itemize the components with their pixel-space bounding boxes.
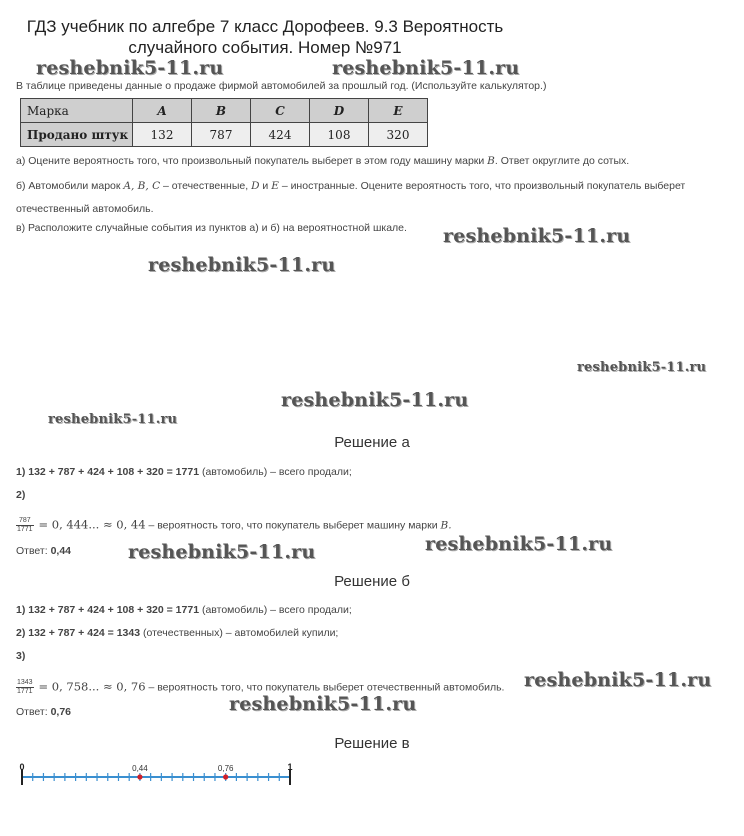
- solution-b-step2-text: (отечественных) – автомобилей купили;: [143, 627, 339, 639]
- task-a-var: B: [487, 155, 495, 167]
- solution-a-fraction-line: [16, 517, 452, 534]
- task-b-and: и: [262, 180, 269, 192]
- solution-b-result: = 0, 758... ≈ 0, 76: [38, 679, 146, 694]
- task-b-line2: отечественный автомобиль.: [16, 203, 154, 215]
- table-cell: 108: [310, 123, 369, 147]
- watermark: reshebnik5-11.ru: [332, 57, 520, 79]
- task-b-mid1: – отечественные,: [163, 180, 249, 192]
- scale-point-b-label: 0,76: [217, 764, 234, 773]
- table-header-label: Марка: [21, 99, 133, 123]
- task-c: в) Расположите случайные события из пунктов а) и б) на вероятностной шкале.: [16, 222, 407, 234]
- task-b-var-e: E: [271, 180, 279, 192]
- watermark: reshebnik5-11.ru: [36, 57, 224, 79]
- solution-b-step3-num: 3): [16, 650, 26, 662]
- solution-a-step2-num: 2): [16, 489, 26, 501]
- solution-b-step1-text: (автомобиль) – всего продали;: [201, 604, 352, 616]
- task-b-vars: A, B, C: [123, 180, 161, 192]
- table-row: [21, 123, 428, 147]
- watermark: reshebnik5-11.ru: [281, 389, 469, 411]
- task-a-tail: . Ответ округлите до сотых.: [494, 155, 630, 167]
- task-b-start: б) Автомобили марок: [16, 180, 121, 192]
- fraction-denominator: 1771: [17, 526, 33, 533]
- solution-b-explanation: – вероятность того, что покупатель выберет отечественный автомобиль.: [148, 681, 505, 694]
- solution-c-heading: Решение в: [334, 735, 410, 752]
- task-b-var-d: D: [251, 180, 260, 192]
- task-a: [16, 155, 629, 167]
- solution-b-step2-expr: 2) 132 + 787 + 424 = 1343: [16, 627, 141, 639]
- scale-end-label: 1: [287, 762, 293, 772]
- table-header-cell: A: [133, 99, 192, 123]
- intro-text: В таблице приведены данные о продаже фирмой автомобилей за прошлый год. (Используйте калькулятор.): [16, 80, 547, 92]
- solution-b-answer: [16, 706, 71, 718]
- fraction-denominator: 1771: [17, 688, 33, 695]
- scale-point-b: [223, 774, 228, 779]
- task-a-text: а) Оцените вероятность того, что произвольный покупатель выберет в этом году машину марки: [16, 155, 485, 167]
- solution-a-answer: [16, 545, 71, 557]
- solution-a-step1-text: (автомобиль) – всего продали;: [201, 466, 352, 478]
- table-cell: 424: [251, 123, 310, 147]
- solution-b-step2: [16, 627, 338, 639]
- watermark: reshebnik5-11.ru: [443, 225, 631, 247]
- table-header-cell: C: [251, 99, 310, 123]
- table-header-cell: E: [369, 99, 428, 123]
- solution-a-explanation: – вероятность того, что покупатель выберет машину марки: [148, 519, 438, 532]
- probability-scale: [14, 758, 304, 788]
- solution-b-step1-expr: 1) 132 + 787 + 424 + 108 + 320 = 1771: [16, 604, 200, 616]
- title-line-2: случайного события. Номер №971: [128, 38, 402, 57]
- watermark: reshebnik5-11.ru: [425, 533, 613, 555]
- solution-a-fraction: [16, 517, 34, 534]
- title-line-1: ГДЗ учебник по алгебре 7 класс Дорофеев. 9.3 Вероятность: [26, 17, 504, 36]
- answer-label: Ответ:: [16, 706, 48, 718]
- task-b: [16, 180, 685, 192]
- table-cell: 320: [369, 123, 428, 147]
- task-b-mid2: – иностранные. Оцените вероятность того, что произвольный покупатель выберет: [281, 180, 686, 192]
- table-header-cell: D: [310, 99, 369, 123]
- answer-value: 0,44: [50, 545, 72, 557]
- solution-a-heading: Решение а: [334, 434, 410, 451]
- solution-b-fraction: [16, 679, 34, 696]
- solution-a-result: = 0, 444... ≈ 0, 44: [38, 517, 146, 532]
- solution-a-var: B.: [440, 519, 452, 532]
- fraction-numerator: 787: [16, 517, 34, 526]
- watermark: reshebnik5-11.ru: [48, 412, 178, 427]
- page-title: [0, 16, 530, 58]
- answer-value: 0,76: [50, 706, 72, 718]
- table-header-cell: B: [192, 99, 251, 123]
- fraction-numerator: 1343: [17, 679, 33, 686]
- scale-point-a: [137, 774, 142, 779]
- solution-b-fraction-line: [16, 679, 504, 696]
- solution-a-step1: [16, 466, 352, 478]
- table-cell: 787: [192, 123, 251, 147]
- scale-start-label: 0: [19, 762, 25, 772]
- watermark: reshebnik5-11.ru: [229, 693, 417, 715]
- table-cell: 132: [133, 123, 192, 147]
- solution-b-heading: Решение б: [334, 573, 410, 590]
- watermark: reshebnik5-11.ru: [148, 254, 336, 276]
- watermark: reshebnik5-11.ru: [577, 360, 707, 375]
- watermark: reshebnik5-11.ru: [128, 541, 316, 563]
- solution-b-step1: [16, 604, 352, 616]
- table-row-label: Продано штук: [21, 123, 133, 147]
- solution-a-step1-expr: 1) 132 + 787 + 424 + 108 + 320 = 1771: [16, 466, 200, 478]
- answer-label: Ответ:: [16, 545, 48, 557]
- table-header-row: [21, 99, 428, 123]
- scale-point-a-label: 0,44: [132, 764, 148, 773]
- watermark: reshebnik5-11.ru: [524, 669, 712, 691]
- sales-table: [20, 98, 428, 147]
